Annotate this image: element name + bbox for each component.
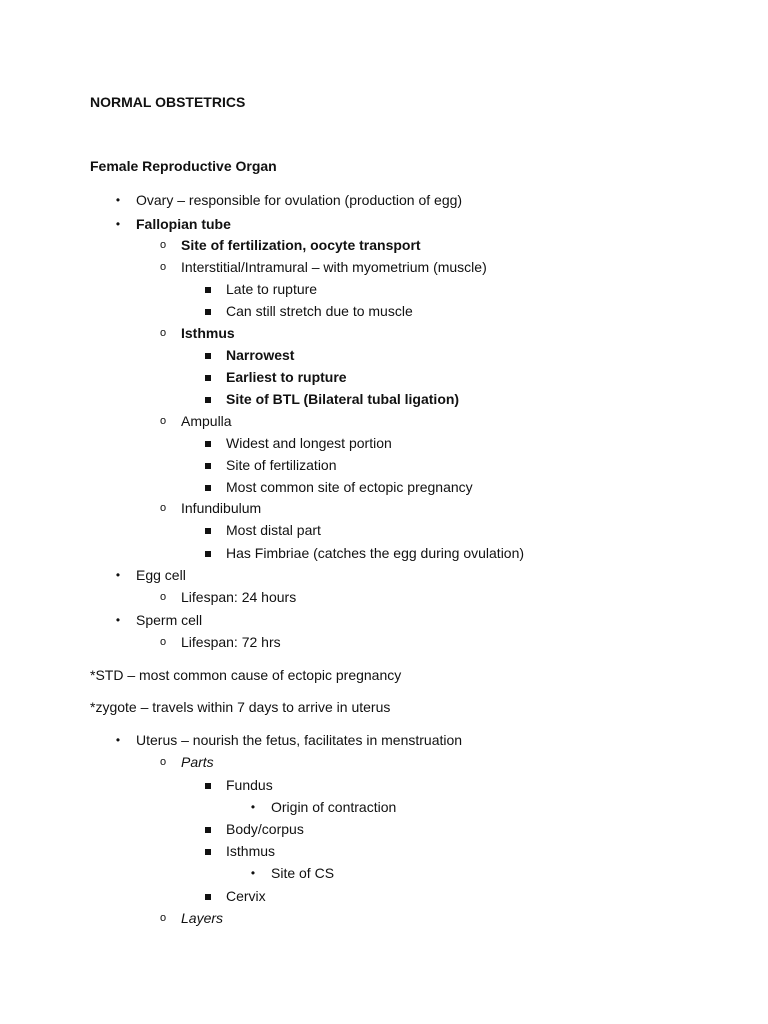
list-item-text: Cervix <box>226 888 266 904</box>
list-item-text: Egg cell <box>136 567 186 583</box>
square-marker <box>202 886 214 906</box>
list-item-text: Most distal part <box>226 522 321 538</box>
list-item-text: Can still stretch due to muscle <box>226 303 413 319</box>
square-marker <box>202 455 214 475</box>
list-item-text: Site of fertilization, oocyte transport <box>181 237 421 253</box>
list-item-text: Late to rupture <box>226 281 318 297</box>
square-marker <box>202 775 214 795</box>
square-marker <box>202 345 214 365</box>
circle-marker: o <box>159 636 167 648</box>
list-item-text: Interstitial/Intramural – with myometrium (muscle) <box>181 259 487 275</box>
note-zygote: *zygote – travels within 7 days to arrive in uterus <box>90 699 391 715</box>
list-item-text: Lifespan: 24 hours <box>181 589 297 605</box>
square-marker <box>202 433 214 453</box>
list-item-text: Fundus <box>226 777 273 793</box>
list-item-text: Isthmus <box>226 843 276 859</box>
document-title: NORMAL OBSTETRICS <box>90 94 246 110</box>
square-marker <box>202 819 214 839</box>
list-item-text: Narrowest <box>226 347 295 363</box>
circle-marker: o <box>159 912 167 924</box>
list-item-text: Layers <box>181 910 224 926</box>
list-item-text: Lifespan: 72 hrs <box>181 634 281 650</box>
circle-marker: o <box>159 239 167 251</box>
bullet-marker: • <box>115 193 121 207</box>
square-marker <box>202 367 214 387</box>
square-marker <box>202 389 214 409</box>
list-item-text: Uterus – nourish the fetus, facilitates in menstruation <box>136 732 463 748</box>
list-item-text: Has Fimbriae (catches the egg during ovulation) <box>226 545 525 561</box>
bullet-marker: • <box>115 733 121 747</box>
list-item-text: Most common site of ectopic pregnancy <box>226 479 473 495</box>
list-item-text: Widest and longest portion <box>226 435 392 451</box>
square-marker <box>202 543 214 563</box>
bullet-marker: • <box>115 613 121 627</box>
circle-marker: o <box>159 415 167 427</box>
bullet-marker: • <box>250 866 256 880</box>
bullet-marker: • <box>115 217 121 231</box>
circle-marker: o <box>159 756 167 768</box>
circle-marker: o <box>159 261 167 273</box>
circle-marker: o <box>159 502 167 514</box>
list-item-text: Site of fertilization <box>226 457 337 473</box>
list-item-text: Origin of contraction <box>271 799 397 815</box>
bullet-marker: • <box>115 568 121 582</box>
circle-marker: o <box>159 327 167 339</box>
circle-marker: o <box>159 591 167 603</box>
square-marker <box>202 301 214 321</box>
list-item-text: Sperm cell <box>136 612 203 628</box>
list-item-text: Infundibulum <box>181 500 262 516</box>
list-item-text: Earliest to rupture <box>226 369 347 385</box>
square-marker <box>202 841 214 861</box>
square-marker <box>202 477 214 497</box>
bullet-marker: • <box>250 800 256 814</box>
list-item-text: Ovary – responsible for ovulation (production of egg) <box>136 192 463 208</box>
list-item-text: Isthmus <box>181 325 235 341</box>
list-item-text: Site of BTL (Bilateral tubal ligation) <box>226 391 460 407</box>
list-item-text: Fallopian tube <box>136 216 231 232</box>
list-item-text: Ampulla <box>181 413 232 429</box>
square-marker <box>202 520 214 540</box>
note-std: *STD – most common cause of ectopic pregnancy <box>90 667 402 683</box>
list-item-text: Body/corpus <box>226 821 304 837</box>
section-heading: Female Reproductive Organ <box>90 158 277 174</box>
square-marker <box>202 279 214 299</box>
list-item-text: Parts <box>181 754 214 770</box>
list-item-text: Site of CS <box>271 865 335 881</box>
